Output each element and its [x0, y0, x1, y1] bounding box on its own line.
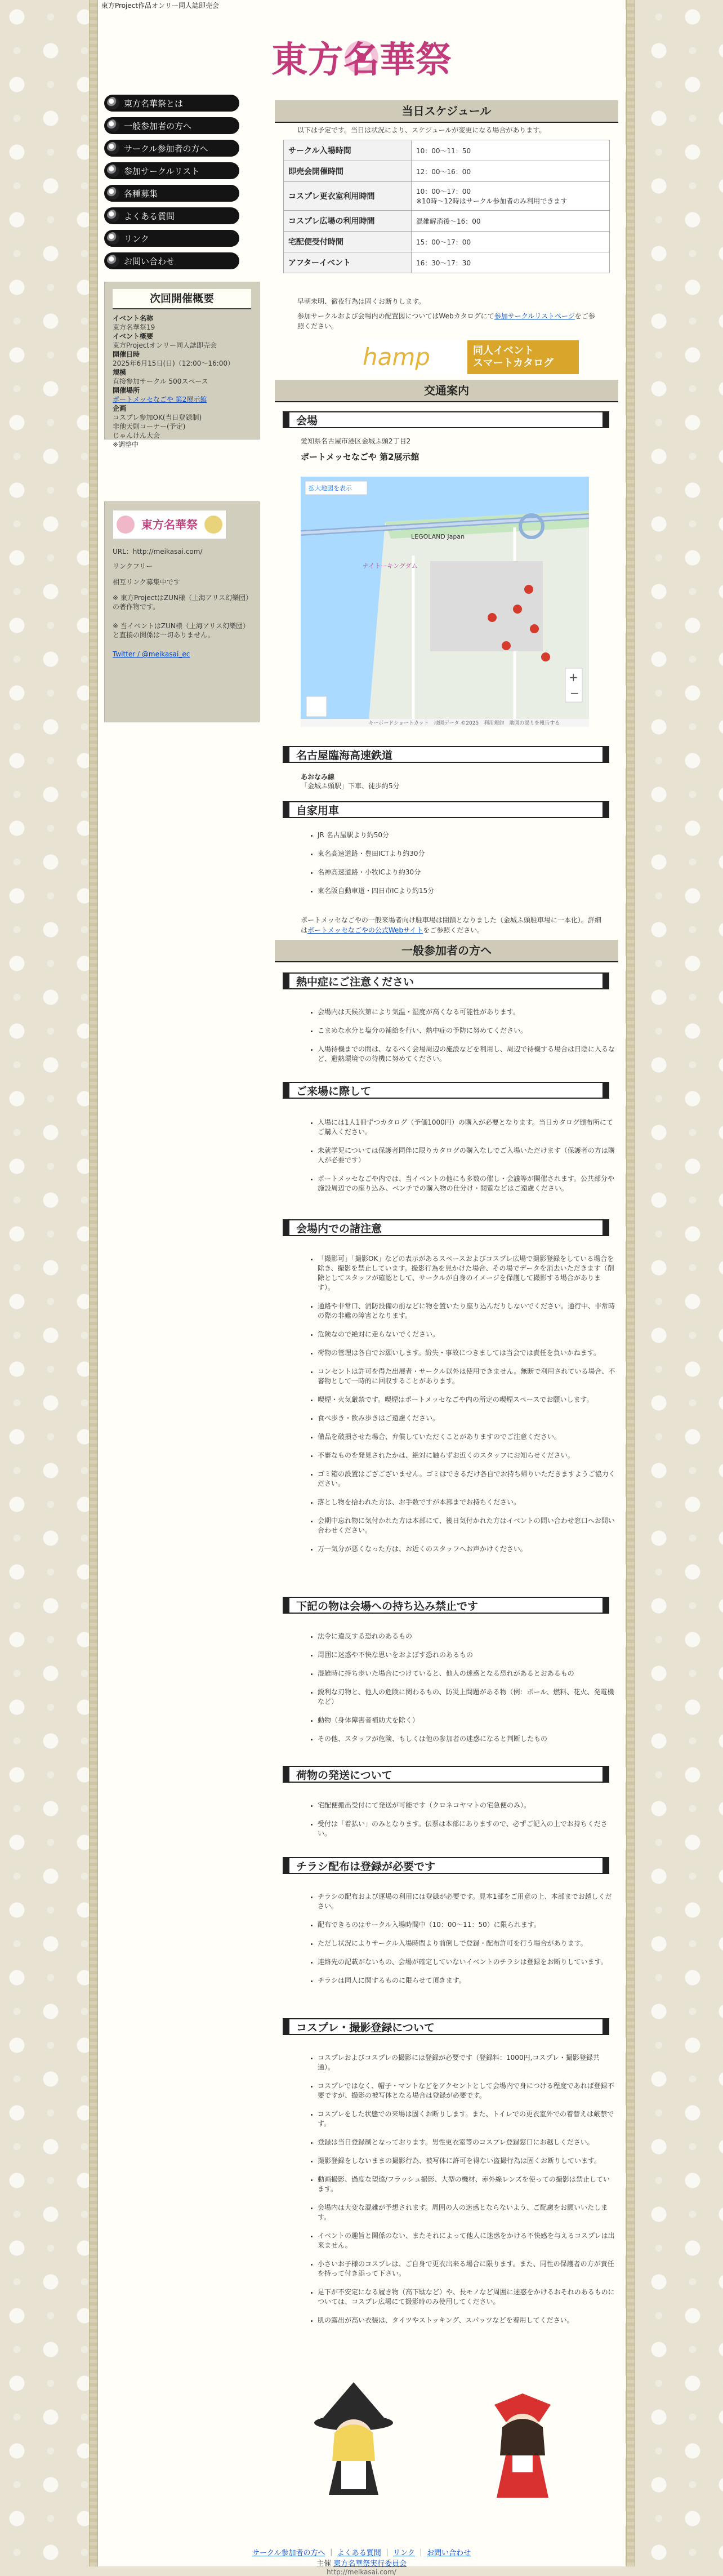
banner-graphic-icon	[113, 510, 226, 539]
yinyang-icon	[107, 232, 119, 245]
list-item: • 食べ歩き・飲み歩きはご遠慮ください。	[318, 1414, 616, 1423]
shipping-heading: 荷物の発送について	[283, 1766, 609, 1783]
nav-item-circle-list[interactable]	[104, 162, 239, 179]
list-item: • 動画撮影、過度な望遠/フラッシュ撮影、大型の機材、赤外線レンズを使っての撮影は禁止しています。	[318, 2175, 616, 2194]
schedule-key: 即売会開催時間	[284, 161, 412, 182]
catalog-banner[interactable]	[359, 340, 579, 374]
event-name-label: イベント名称	[113, 314, 154, 322]
yinyang-icon	[107, 97, 119, 109]
nav-label: 各種募集	[124, 188, 158, 199]
rail-line: あおなみ線	[301, 773, 335, 781]
event-scale-label: 規模	[113, 368, 127, 376]
schedule-key: コスプレ広場の利用時間	[284, 211, 412, 232]
list-item: • 鋭利な刃物と、他人の危険に関わるもの、防災上問題がある物（例：ボール、燃料、花火、発電機など）	[318, 1687, 616, 1707]
cosplay-heading: コスプレ・撮影登録について	[283, 2018, 609, 2035]
list-item: • 小さいお子様のコスプレは、ご自身で更衣出来る場合に限ります。また、同性の保護者の方が責任を持って付き添って下さい。	[318, 2259, 616, 2279]
heatstroke-heading: 熱中症にご注意ください	[283, 972, 609, 989]
footer-org-link[interactable]: 東方名華祭実行委員会	[333, 2560, 407, 2568]
event-name-value: 東方名華祭19	[113, 323, 155, 331]
list-item: • 配布できるのはサークル入場時間中（10：00〜11：50）に限られます。	[318, 1920, 616, 1930]
list-item: • 会場内は天候次第により気温・湿度が高くなる可能性があります。	[318, 1007, 616, 1017]
schedule-key: アフターイベント	[284, 252, 412, 273]
table-row	[284, 161, 610, 182]
event-date-value: 2025年6月15日(日)（12:00〜16:00）	[113, 359, 234, 367]
list-item: • ポートメッセなごや内では、当イベントの他にも多数の催し・会議等が開催されます。公共部分や施設周辺での座り込み、ベンチでの購入物の仕分け・閲覧などはご遠慮ください。	[318, 1174, 616, 1193]
yinyang-icon	[107, 119, 119, 132]
venue-address: 愛知県名古屋市港区金城ふ頭2丁目2	[301, 437, 411, 445]
nav-label: サークル参加者の方へ	[124, 143, 208, 154]
cosplay-list	[310, 2053, 616, 2334]
yinyang-icon	[107, 255, 119, 267]
footer	[0, 2547, 723, 2576]
site-tagline: 東方Project作品オンリー同人誌即売会	[101, 2, 220, 10]
sidebar-nav	[104, 95, 239, 275]
event-summary-value: 東方Projectオンリー同人誌即売会	[113, 341, 217, 349]
map-enlarge-link[interactable]: 拡大地図を表示	[309, 485, 352, 492]
event-date-label: 開催日時	[113, 350, 140, 358]
list-item: • コスプレおよびコスプレの撮影には登録が必要です（登録料：1000円,コスプレ・撮影登録共通）。	[318, 2053, 616, 2072]
list-item: • チラシの配布および運場の利用には登録が必要です。見本1部をご用意の上、本部までお越しください。	[318, 1892, 616, 1911]
link-notice-1: ※ 東方ProjectはZUN様（上海アリス幻樂団）の著作物です。	[113, 594, 249, 611]
list-item: • 会期中忘れ物に気付かれた方は本部にて、後日気付かれた方はイベントの問い合わせ窓口へお問い合わせください。	[318, 1516, 616, 1535]
table-row	[284, 140, 610, 161]
footer-sep: ｜	[327, 2549, 335, 2557]
shipping-list	[310, 1801, 616, 1847]
rail-heading: 名古屋臨海高速鉄道	[283, 746, 609, 763]
event-venue-link[interactable]: ポートメッセなごや 第2展示館	[113, 396, 207, 403]
parking-note	[301, 915, 605, 935]
map-label-kingdom: ナイトーキングダム	[363, 562, 418, 570]
list-item: • 受付は「着払い」のみとなります。伝票は本部にありますので、必ずご記入の上でお持ちください。	[318, 1819, 616, 1838]
zoom-out-icon[interactable]: −	[570, 686, 579, 700]
list-item: • JR 名古屋駅より約50分	[318, 830, 616, 840]
schedule-value: 10：00〜17：00 ※10時〜12時はサークル参加者のみ利用できます	[412, 182, 610, 211]
rail-detail: 「金城ふ頭駅」下車、徒歩約5分	[301, 782, 400, 790]
heatstroke-list	[310, 1007, 616, 1073]
list-item: • 肌の露出が高い衣装は、タイツやストッキング、スパッツなどを着用してください。	[318, 2316, 616, 2325]
schedule-value: 10：00〜11：50	[412, 140, 610, 161]
venue-name: ポートメッセなごや 第2展示館	[301, 452, 419, 462]
port-messe-link[interactable]: ポートメッセなごやの公式Webサイト	[307, 926, 423, 934]
list-item: • こまめな水分と塩分の補給を行い、熱中症の予防に努めてください。	[318, 1026, 616, 1036]
car-list	[310, 830, 616, 905]
footer-links	[0, 2547, 723, 2557]
list-item: • 「撮影可」「撮影OK」などの表示があるスペースおよびコスプレ広場で撮影登録をしている場合を除き、撮影を禁止しています。撮影行為を見かけた場合、その場でデータを消去いただきます（削除としてスタッフが確認として、サークルが自身のイメージを保護して撮影する場合があります）。	[318, 1254, 616, 1293]
arrival-heading: ご来場に際して	[283, 1082, 609, 1099]
link-notice-2: ※ 当イベントはZUN様（上海アリス幻樂団）と直接の関係は一切ありません。	[113, 622, 250, 639]
list-item: • 喫煙・火気厳禁です。喫煙はポートメッセなごや内の所定の喫煙スペースでお願いします。	[318, 1395, 616, 1405]
map-label-legoland: LEGOLAND Japan	[411, 533, 465, 540]
schedule-value: 12：00〜16：00	[412, 161, 610, 182]
map-attribution: キーボードショートカット 地図データ ©2025 利用規約 地図の誤りを報告する	[368, 721, 560, 726]
schedule-intro: 以下は予定です。当日は状況により、スケジュールが変更になる場合があります。	[297, 126, 546, 134]
link-box	[104, 501, 260, 722]
list-item: • 動物（身体障害者補助犬を除く）	[318, 1716, 616, 1725]
link-free: リンクフリー	[113, 562, 153, 570]
site-banner[interactable]	[113, 510, 226, 539]
nav-item-circle[interactable]	[104, 140, 239, 157]
twitter-link[interactable]: Twitter / @meikasai_ec	[113, 650, 190, 658]
flyer-heading: チラシ配布は登録が必要です	[283, 1857, 609, 1874]
venue-heading: 会場	[283, 411, 609, 428]
general-heading: 一般参加者の方へ	[275, 940, 618, 962]
event-plan-label: 企画	[113, 405, 127, 412]
list-item: • 東名高速道路・豊田ICTより約30分	[318, 849, 616, 859]
yinyang-icon	[107, 142, 119, 154]
list-item: • 入場には1人1冊ずつカタログ（予価1000円）の購入が必要となります。当日カタログ頒布所にてご購入ください。	[318, 1118, 616, 1137]
link-url: URL：http://meikasai.com/	[113, 548, 203, 556]
event-scale-value: 直接参加サークル 500スペース	[113, 377, 208, 385]
list-item: • 未就学児については保護者同伴に限りカタログの購入なしでご入場いただけます（保護者の方は購入が必要です）	[318, 1146, 616, 1165]
list-item: • 会場内は大変な混雑が予想されます。周囲の人の迷惑とならないよう、ご配慮をお願いいたします。	[318, 2203, 616, 2222]
venue-map[interactable]	[301, 477, 589, 727]
right-border-decoration	[626, 0, 635, 2566]
list-item: • コンセントは許可を得た出展者・サークル以外は使用できません。無断で利用されている場合、不審物として一時的に回収することがあります。	[318, 1367, 616, 1386]
list-item: • 落とし物を拾われた方は、お手数ですが本部までお持ちください。	[318, 1498, 616, 1507]
nav-label: お問い合わせ	[124, 256, 175, 267]
footer-link-circle[interactable]: サークル参加者の方へ	[252, 2549, 325, 2557]
list-item: • その他、スタッフが危険、もしくは他の参加者の迷惑になると判断したもの	[318, 1734, 616, 1744]
list-item: • 備品を破損させた場合、弁償していただくことがありますのでご注意ください。	[318, 1432, 616, 1442]
nav-label: 一般参加者の方へ	[124, 121, 192, 131]
marisa-illustration	[309, 2382, 399, 2501]
access-heading: 交通案内	[275, 380, 618, 402]
nav-label: 参加サークルリスト	[124, 166, 200, 176]
nav-label: 東方名華祭とは	[124, 98, 184, 109]
table-row	[284, 232, 610, 252]
schedule-value: 混雑解消後〜16：00	[412, 211, 610, 232]
schedule-key: コスプレ更衣室利用時間	[284, 182, 412, 211]
circle-note	[297, 311, 601, 331]
event-plan-value: コスプレ参加OK(当日登録制) 非他天則コーナー(予定) じゃんけん大会 ※調整中	[113, 414, 202, 448]
link-mutual: 相互リンク募集中です	[113, 578, 180, 586]
list-item: • イベントの趣旨と関係のない、またそれによって他人に迷惑をかける不快感を与えるコスプレは出来ません。	[318, 2231, 616, 2250]
yinyang-icon	[107, 210, 119, 222]
reimu-illustration	[477, 2388, 568, 2501]
nav-item-about[interactable]	[104, 95, 239, 112]
list-item: • ゴミ箱の設置はござございません。ゴミはできるだけ各自でお持ち帰りいただきますようご協力ください。	[318, 1469, 616, 1489]
next-event-box	[104, 282, 260, 448]
list-item: • 宅配便搬出受付にて発送が可能です（クロネコヤマトの宅急便のみ）。	[318, 1801, 616, 1810]
footer-org-label: 主催	[316, 2560, 331, 2568]
zoom-in-icon[interactable]: +	[569, 670, 578, 684]
schedule-value: 15：00〜17：00	[412, 232, 610, 252]
table-row	[284, 211, 610, 232]
parking-note-pre: ポートメッセなごやの一般来場者向け駐車場は閉鎖となりました（金城ふ頭駐車場に一本化）。詳細は	[301, 916, 601, 934]
table-row	[284, 252, 610, 273]
site-logo[interactable]	[255, 30, 468, 85]
arrival-list	[310, 1118, 616, 1202]
after-note: 早朝未明、徹夜行為は固くお断りします。	[297, 297, 426, 305]
schedule-table	[283, 140, 610, 273]
nav-item-general[interactable]	[104, 117, 239, 134]
list-item: • 入場待機までの間は、なるべく会場周辺の施設などを利用し、周辺で待機する場合は日陰に入るなど、避熱環境での待機に努めてください。	[318, 1045, 616, 1064]
list-item: • 不審なものを発見されたかは、絶対に触らずお近くのスタッフにお知らせください。	[318, 1451, 616, 1460]
list-item: • 連絡先の記載がないもの、会場が確定していないイベントのチラシは登録をお断りしています。	[318, 1957, 616, 1967]
list-item: • 撮影登録をしないままの撮影行為、被写体に許可を得ない盗撮行為は固くお断りしています。	[318, 2156, 616, 2166]
catalog-text: 同人イベント スマートカタログ	[467, 340, 579, 374]
schedule-key: サークル入場時間	[284, 140, 412, 161]
list-item: • チラシは同人に関するものに限らせて頂きます。	[318, 1976, 616, 1986]
list-item: • 荷物の管理は各自でお願いします。紛失・事故につきましては当会では責任を負いかねます。	[318, 1348, 616, 1358]
list-item: • 東名阪自動車道・四日市ICより約15分	[318, 886, 616, 896]
list-item: • 通路や非常口、消防設備の前などに物を置いたり座り込んだりしないでください。通行中、非常時の際の非難の障害となります。	[318, 1302, 616, 1321]
footer-link-contact[interactable]: お問い合わせ	[427, 2549, 471, 2557]
yinyang-icon	[107, 165, 119, 177]
event-summary-label: イベント概要	[113, 332, 154, 340]
schedule-heading: 当日スケジュール	[275, 100, 618, 123]
banner-text: 東方名華祭	[141, 518, 198, 531]
circle-list-link[interactable]: 参加サークルリストページ	[494, 312, 575, 320]
next-event-content	[113, 314, 251, 449]
list-item: • 登録は当日登録制となっております。男性更衣室等のコスプレ登録窓口にお越しください。	[318, 2138, 616, 2147]
car-heading: 自家用車	[283, 801, 609, 818]
table-row	[284, 182, 610, 211]
circle-note-post: をご参照ください。	[297, 312, 595, 330]
yinyang-icon	[107, 187, 119, 199]
footer-sep: ｜	[417, 2549, 425, 2557]
list-item: • 法令に違反する恐れのあるもの	[318, 1632, 616, 1641]
prohibited-heading: 下記の物は会場への持ち込み禁止です	[283, 1597, 609, 1614]
circle-note-pre: 参加サークルおよび会場内の配置図についてはWebカタログにて	[297, 312, 494, 320]
next-event-title: 次回開催概要	[113, 289, 251, 309]
schedule-key: 宅配便受付時間	[284, 232, 412, 252]
list-item: • 名神高速道路・小牧ICより約30分	[318, 868, 616, 877]
list-item: • 混雑時に持ち歩いた場合につけていると、他人の迷惑となる恐れがあるとおあるもの	[318, 1669, 616, 1678]
footer-organizer	[0, 2557, 723, 2568]
prohibited-list	[310, 1632, 616, 1753]
nav-item-faq[interactable]	[104, 207, 239, 224]
nav-item-contact[interactable]	[104, 252, 239, 269]
footer-link-faq[interactable]: よくある質問	[337, 2549, 381, 2557]
map-graphic	[301, 477, 589, 727]
list-item: • コスプレをした状態での来場は固くお断りします。また、トイレでの更衣室外での着替えは厳禁です。	[318, 2109, 616, 2129]
footer-link-links[interactable]: リンク	[393, 2549, 415, 2557]
nav-item-recruit[interactable]	[104, 185, 239, 202]
catalog-logo: hamp	[359, 340, 467, 374]
flyer-list	[310, 1892, 616, 1995]
left-border-decoration	[89, 0, 98, 2566]
nav-item-links[interactable]	[104, 230, 239, 247]
event-venue-label: 開催場所	[113, 387, 140, 394]
schedule-value: 16：30〜17：30	[412, 252, 610, 273]
list-item: • 万一気分が悪くなった方は、お近くのスタッフへお声かけください。	[318, 1544, 616, 1554]
list-item: • 危険なので絶対に走らないでください。	[318, 1330, 616, 1339]
venue-rules-list	[310, 1254, 616, 1563]
nav-label: よくある質問	[124, 211, 175, 221]
parking-note-post: をご参照ください。	[423, 926, 484, 934]
list-item: • コスプレではなく、帽子・マントなどをアクセントとして会場内で身につける程度であれば登録不要ですが、撮影の被写体となる場合は登録が必要です。	[318, 2081, 616, 2100]
venue-rules-heading: 会場内での諸注意	[283, 1219, 609, 1236]
list-item: • 足下が不安定になる履き物（高下駄など）や、長モノなど周囲に迷惑をかけるおそれのあるものについては、コスプレ広場にて撮影時のみ使用してください。	[318, 2288, 616, 2307]
list-item: • ただし状況によりサークル入場時間より前倒しで登録・配布許可を行う場合があります。	[318, 1939, 616, 1948]
nav-label: リンク	[124, 233, 149, 244]
logo-text: 東方名華祭	[271, 39, 452, 81]
footer-sep: ｜	[383, 2549, 391, 2557]
list-item: • 周囲に迷惑や不快な思いをおよぼす恐れのあるもの	[318, 1650, 616, 1660]
footer-url: http://meikasai.com/	[327, 2568, 396, 2576]
